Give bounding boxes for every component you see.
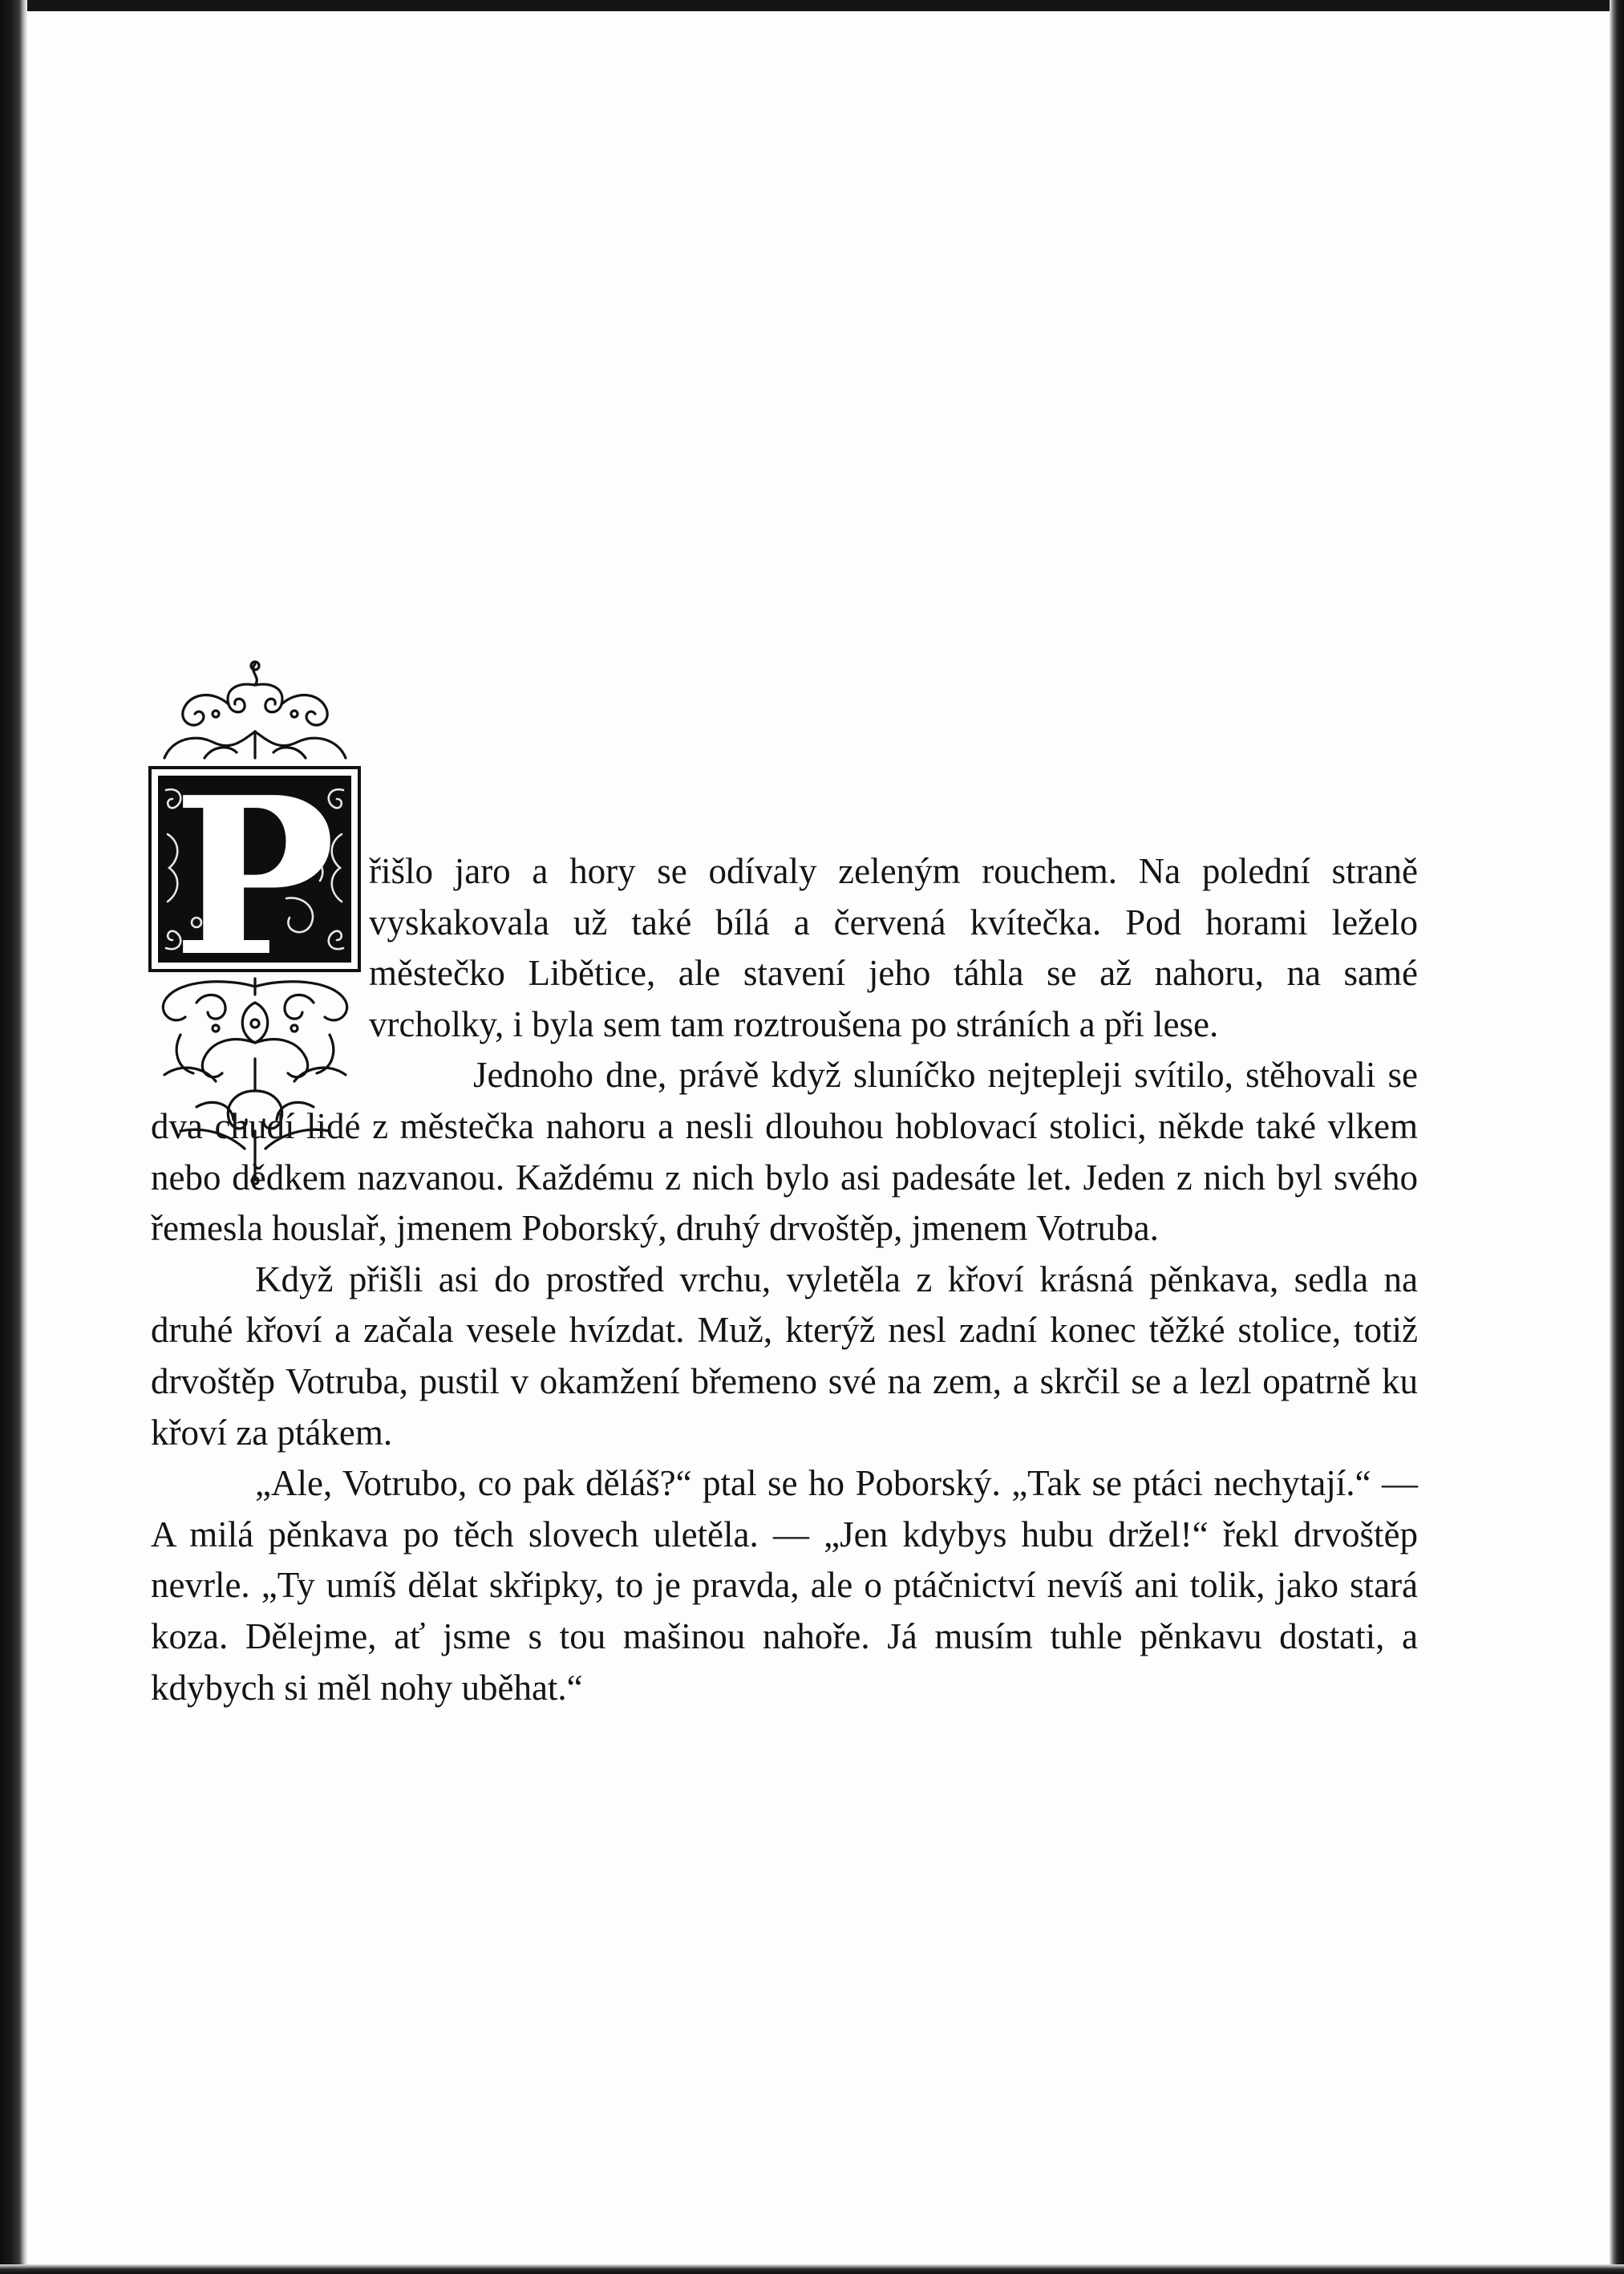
scan-edge-top xyxy=(0,0,1624,11)
paragraph-4: „Ale, Votrubo, co pak děláš?“ ptal se ho Poborský. „Tak se ptáci nechytají.“ — A milá pěnkava po těch slovech uletěla. — „Jen kdybys hubu držel!“ řekl drvoštěp nevrle. „Ty umíš dělat skřipky, to je pravda, ale o ptáčnictví nevíš ani tolik, jako stará koza. Dělejme, ať jsme s tou mašinou nahoře. Já musím tuhle pěnkavu dostati, a kdybych si měl nohy uběhat.“ xyxy=(151,1463,1418,1708)
chapter-text xyxy=(151,749,1418,1713)
svg-text:P: P xyxy=(172,749,336,1004)
paragraph-1 xyxy=(151,749,1418,1050)
paragraph-2: Jednoho dne, právě když sluníčko nejtepleji svítilo, stěhovali se dva chudí lidé z městečka nahoru a nesli dlouhou hoblovací stolici, někde také vlkem nebo dědkem nazvanou. Každému z nich bylo asi padesáte let. Jeden z nich byl svého řemesla houslař, jmenem Poborský, druhý drvoštěp, jmenem Votruba. xyxy=(151,1055,1418,1249)
scan-edge-right xyxy=(1610,0,1624,2274)
scan-edge-left xyxy=(0,0,27,2274)
ornamental-drop-cap xyxy=(148,658,361,1079)
scan-edge-bottom xyxy=(0,2264,1624,2274)
paragraph-3: Když přišli asi do prostřed vrchu, vyletěla z křoví krásná pěnkava, sedla na druhé křoví a začala vesele hvízdat. Muž, kterýž nesl zadní konec těžké stolice, totiž drvoštěp Votruba, pustil v okamžení břemeno své na zem, a skrčil se a lezl opatrně ku křoví za ptákem. xyxy=(151,1259,1418,1453)
paragraph-1-text: řišlo jaro a hory se odívaly zeleným rouchem. Na polední straně vyskakovala už také bílá a červená kvítečka. Pod horami leželo městečko Libětice, ale stavení jeho táhla se až nahoru, na samé vrcholky, i byla sem tam roztroušena po stráních a při lese. xyxy=(369,851,1418,1044)
